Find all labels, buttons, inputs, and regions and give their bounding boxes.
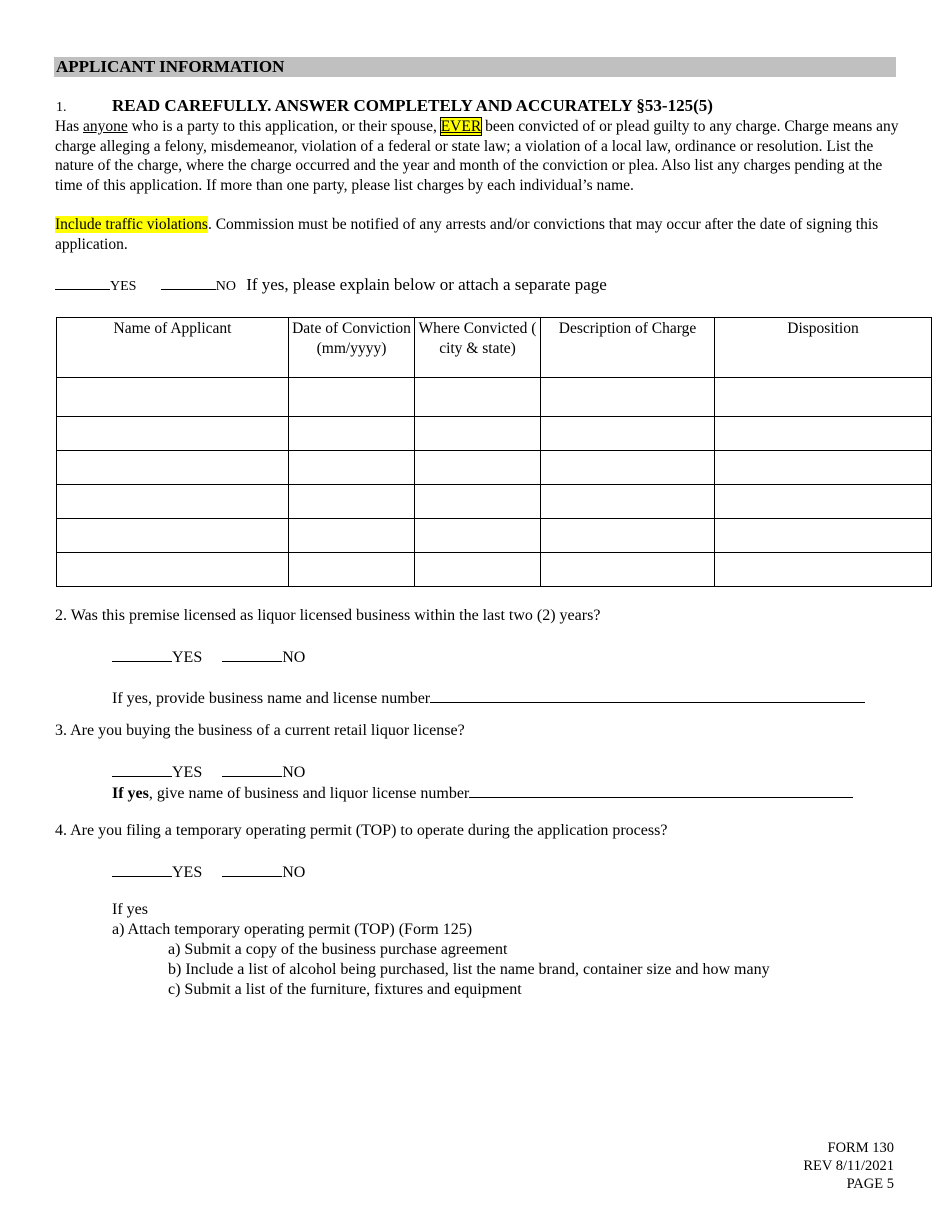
table-cell[interactable] bbox=[715, 378, 932, 417]
text-segment: who is a party to this application, or their spouse, bbox=[127, 118, 441, 135]
table-cell[interactable] bbox=[57, 417, 289, 451]
q1-yes-blank[interactable] bbox=[55, 275, 110, 290]
table-cell[interactable] bbox=[289, 485, 415, 519]
q2-no-blank[interactable] bbox=[222, 647, 282, 662]
text-segment: Has bbox=[55, 118, 83, 135]
q4-yes-label: YES bbox=[172, 864, 203, 881]
col-header-where: Where Convicted ( city & state) bbox=[415, 318, 541, 378]
q4-sub-list bbox=[112, 940, 770, 1000]
table-cell[interactable] bbox=[715, 417, 932, 451]
question-3-text: 3. Are you buying the business of a current retail liquor license? bbox=[55, 722, 465, 739]
table-cell[interactable] bbox=[541, 417, 715, 451]
question-1-paragraph bbox=[55, 117, 905, 195]
q4-item-a: a) Attach temporary operating permit (TOP) (Form 125) bbox=[112, 921, 473, 938]
question-4-text: 4. Are you filing a temporary operating permit (TOP) to operate during the application process? bbox=[55, 822, 668, 839]
table-row bbox=[57, 451, 932, 485]
q2-yes-blank[interactable] bbox=[112, 647, 172, 662]
table-cell[interactable] bbox=[57, 451, 289, 485]
text-segment: . Commission must be notified of any arrests and/or convictions that may occur after the date of signing this application. bbox=[55, 216, 879, 253]
anyone-underlined: anyone bbox=[82, 118, 128, 135]
question-1-answer-row bbox=[55, 275, 607, 295]
col-header-description: Description of Charge bbox=[541, 318, 715, 378]
table-cell[interactable] bbox=[57, 553, 289, 587]
table-cell[interactable] bbox=[415, 378, 541, 417]
list-item: c) Submit a list of the furniture, fixtures and equipment bbox=[168, 981, 522, 998]
form-number: FORM 130 bbox=[827, 1140, 894, 1156]
col-header-disposition: Disposition bbox=[715, 318, 932, 378]
q2-yes-label: YES bbox=[172, 649, 203, 666]
table-cell[interactable] bbox=[415, 553, 541, 587]
table-cell[interactable] bbox=[289, 553, 415, 587]
table-cell[interactable] bbox=[289, 378, 415, 417]
q4-no-label: NO bbox=[282, 864, 306, 881]
table-cell[interactable] bbox=[541, 553, 715, 587]
table-cell[interactable] bbox=[57, 378, 289, 417]
question-4-details bbox=[112, 900, 770, 1000]
q3-yes-label: YES bbox=[172, 764, 203, 781]
list-item: a) Submit a copy of the business purchase agreement bbox=[168, 941, 508, 958]
list-item: b) Include a list of alcohol being purchased, list the name brand, container size and how many bbox=[168, 961, 770, 978]
q4-if-yes: If yes bbox=[112, 901, 148, 918]
table-cell[interactable] bbox=[541, 451, 715, 485]
q3-business-name-field[interactable] bbox=[469, 782, 853, 798]
table-cell[interactable] bbox=[541, 378, 715, 417]
q2-followup-text: If yes, provide business name and license number bbox=[112, 690, 431, 707]
q4-yes-blank[interactable] bbox=[112, 862, 172, 877]
form-footer bbox=[803, 1139, 894, 1193]
question-2-followup bbox=[112, 687, 865, 708]
col-header-name: Name of Applicant bbox=[57, 318, 289, 378]
table-row bbox=[57, 485, 932, 519]
table-cell[interactable] bbox=[415, 417, 541, 451]
question-1-title bbox=[56, 96, 713, 116]
table-cell[interactable] bbox=[541, 519, 715, 553]
q1-explain-text: If yes, please explain below or attach a separate page bbox=[246, 275, 607, 294]
table-cell[interactable] bbox=[715, 553, 932, 587]
table-cell[interactable] bbox=[415, 519, 541, 553]
q1-no-label: NO bbox=[215, 279, 236, 294]
table-cell[interactable] bbox=[289, 519, 415, 553]
table-cell[interactable] bbox=[715, 485, 932, 519]
q3-followup-text: , give name of business and liquor license number bbox=[148, 785, 470, 802]
q3-no-label: NO bbox=[282, 764, 306, 781]
q2-business-name-field[interactable] bbox=[430, 687, 865, 703]
q4-no-blank[interactable] bbox=[222, 862, 282, 877]
col-header-date: Date of Conviction (mm/yyyy) bbox=[289, 318, 415, 378]
table-row bbox=[57, 553, 932, 587]
q1-yes-label: YES bbox=[110, 279, 137, 294]
q3-no-blank[interactable] bbox=[222, 762, 282, 777]
question-3-followup bbox=[112, 782, 853, 803]
question-3-answer-row bbox=[112, 762, 305, 782]
text-segment: been convicted of or plead guilty to any charge. Charge means any charge alleging a felony, misdemeanor, violation of a federal or state law; a violation of a local law, ordinance or resolution. List the nature of the charge, where the charge occurred and the year and month of the conviction or plea. Also list any charges pending at the time of this application. If more than one party, please list charges by each individual’s name. bbox=[55, 118, 899, 194]
table-cell[interactable] bbox=[415, 451, 541, 485]
convictions-table bbox=[56, 317, 932, 587]
q1-no-blank[interactable] bbox=[161, 275, 216, 290]
table-cell[interactable] bbox=[715, 519, 932, 553]
question-2-text: 2. Was this premise licensed as liquor licensed business within the last two (2) years? bbox=[55, 607, 601, 624]
table-row bbox=[57, 378, 932, 417]
table-cell[interactable] bbox=[541, 485, 715, 519]
question-1-number: 1. bbox=[56, 100, 67, 115]
table-cell[interactable] bbox=[289, 451, 415, 485]
table-cell[interactable] bbox=[289, 417, 415, 451]
table-cell[interactable] bbox=[57, 485, 289, 519]
table-row bbox=[57, 519, 932, 553]
question-1-traffic-paragraph bbox=[55, 215, 905, 254]
q3-if-yes-bold: If yes bbox=[112, 785, 149, 802]
table-cell[interactable] bbox=[415, 485, 541, 519]
section-header: APPLICANT INFORMATION bbox=[54, 57, 896, 77]
question-2-answer-row bbox=[112, 647, 305, 667]
table-header-row bbox=[57, 318, 932, 378]
question-4-answer-row bbox=[112, 862, 305, 882]
q3-yes-blank[interactable] bbox=[112, 762, 172, 777]
page-number: PAGE 5 bbox=[846, 1176, 894, 1192]
table-cell[interactable] bbox=[57, 519, 289, 553]
form-revision: REV 8/11/2021 bbox=[803, 1158, 894, 1174]
ever-highlight: EVER bbox=[440, 118, 482, 135]
traffic-violations-highlight: Include traffic violations bbox=[55, 216, 208, 233]
table-cell[interactable] bbox=[715, 451, 932, 485]
q2-no-label: NO bbox=[282, 649, 306, 666]
table-row bbox=[57, 417, 932, 451]
question-1-heading: READ CAREFULLY. ANSWER COMPLETELY AND ACCURATELY §53-125(5) bbox=[112, 96, 713, 115]
